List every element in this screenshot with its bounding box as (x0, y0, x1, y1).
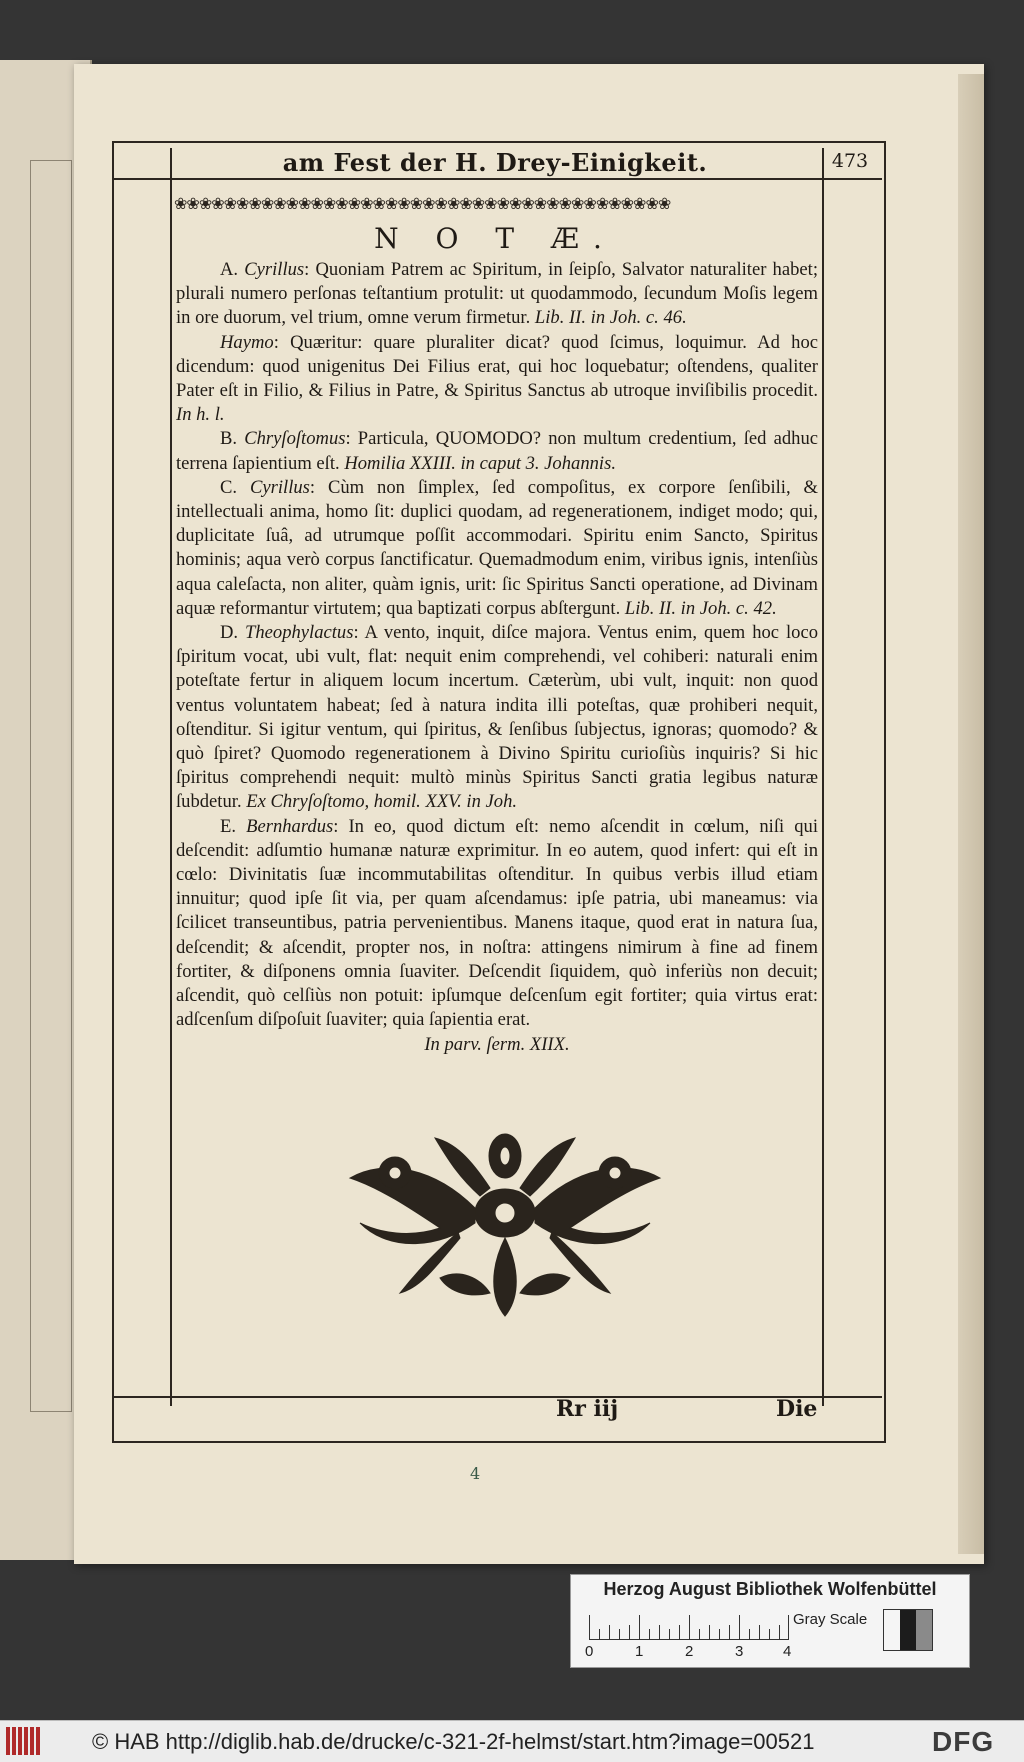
scale-ruler (589, 1613, 789, 1640)
hab-logo-icon (6, 1727, 46, 1755)
stray-mark: 4 (470, 1464, 481, 1483)
gray-scale-swatch (883, 1609, 933, 1651)
signature-mark: Rr iij (556, 1396, 619, 1422)
note-c: C. Cyrillus: Cùm non ſimplex, ſed compoſitus, ex corpore ſenſibili, & intellectuali anima, homo ſit: duplici quodam, ad regenerationem, indiget modo; qui, duplicitate ſuâ, ad utrumque poſſit accommodari. Spiritu enim Sancto, Spiritus hominis; aqua verò corpus ſanctificatur. Quemadmodum enim, viribus ignis, intenſiùs aqua caleſacta, non aliter, quàm ignis, urit: ſic Spiritus Sancti operatione, ad Divinam aquæ reformantur virtutem; qua baptizati corpus abſtergunt. Lib. II. in Joh. c. 42. (176, 476, 818, 619)
note-e: E. Bernhardus: In eo, quod dictum eſt: nemo aſcendit in cœlum, niſi qui deſcendit: adſumtio humanæ naturæ exprimitur. In eo autem, quod infert: qui eſt in cœlo: Divinitatis ſuæ incommutabilitas oſtenditur. In quibus verbis illud etiam innuitur; quod ipſe ſit via, per quam aſcendamus: ipſe patria, ubi maneamus: via ſcilicet transeuntibus, patria pervenientibus. Manens itaque, quod erat in natura ſua, deſcendit; & aſcendit, propter nos, in noſtra: attingens nimirum à fine ad finem fortiter, & diſponens omnia ſuaviter. Deſcendit ſiquidem, quò inferiùs non decuit; aſcendit, quò celſiùs non potuit: ipſumque deſcenſum egit fortiter; quia virtus erat: adſcenſum diſpoſuit ſuaviter; quia ſapientia erat. (176, 815, 818, 1031)
notae-heading: N O T Æ. (374, 222, 616, 255)
note-e-reference: In parv. ſerm. XIIX. (424, 1033, 570, 1055)
note-a-haymo: Haymo: Quæritur: quare pluraliter dicat? quod ſcimus, loquimur. Ad hoc dicendum: quod unigenitus Dei Filius erat, qui hoc loquebatur; oſtendens, qualiter Pater eſt in Filio, & Filius in Patre, & Spiritus Sanctus ab utroque inviſibilis procedit. In h. l. (176, 331, 818, 426)
gray-scale-label: Gray Scale (793, 1611, 868, 1628)
dfg-logo: DFG (932, 1726, 995, 1757)
note-b: B. Chryſoſtomus: Particula, QUOMODO? non multum credentium, ſed adhuc terrena ſapientium eſt. Homilia XXIII. in caput 3. Johannis. (176, 428, 818, 474)
note-d: D. Theophylactus: A vento, inquit, diſce majora. Ventus enim, quem hoc loco ſpiritum vocat, ubi vult, flat: nequit enim comprehendi, vel cohiberi: naturali enim poteſtate fertur in aliquem locum incertum. Cæterùm, ubi vult, inquit: non quod ventus voluntatem habeat; ſed à natura indita illi poteſtas, quæ prohiberi nequit, oſtenditur. Si igitur ventum, qui ſpiritus, & ſenſibus ſubjectus, ignoras; quomodo? & quò ſpiret? Quomodo regenerationem à Divino Spiritu curioſiùs inquiris? Si hic ſpiritus comprehendi nequit: multò minùs Spiritus Sancti gratia legibus naturæ ſubdetur. Ex Chryſoſtomo, homil. XXV. in Joh. (176, 622, 818, 813)
footer-rule (112, 1396, 882, 1398)
running-head: am Fest der H. Drey-Einigkeit. (282, 148, 708, 177)
note-a: A. Cyrillus: Quoniam Patrem ac Spiritum, in ſeipſo, Salvator naturaliter habet; plurali numero perſonas teſtantium protulit: ut quodammodo, ſecundum Moſis legem in ore duorum, vel trium, omne verum firmetur. Lib. II. in Joh. c. 46. (176, 259, 818, 329)
color-reference-card: Herzog August Bibliothek Wolfenbüttel 0 1 2 3 4 Gray Scale (570, 1574, 970, 1668)
page-number: 473 (831, 150, 869, 172)
notes-text (176, 258, 818, 1057)
ornament-band: ❀❀❀❀❀❀❀❀❀❀❀❀❀❀❀❀❀❀❀❀❀❀❀❀❀❀❀❀❀❀❀❀❀❀❀❀❀❀❀❀ (174, 194, 671, 213)
page-fore-edge (958, 74, 984, 1554)
floral-vignette (340, 1128, 670, 1318)
viewer-footer (0, 1720, 1024, 1762)
header-rule (112, 178, 882, 180)
catchword: Die (776, 1396, 818, 1422)
source-url[interactable]: © HAB http://diglib.hab.de/drucke/c-321-2f-helmst/start.htm?image=00521 (92, 1729, 815, 1754)
library-label: Herzog August Bibliothek Wolfenbüttel (603, 1579, 937, 1599)
